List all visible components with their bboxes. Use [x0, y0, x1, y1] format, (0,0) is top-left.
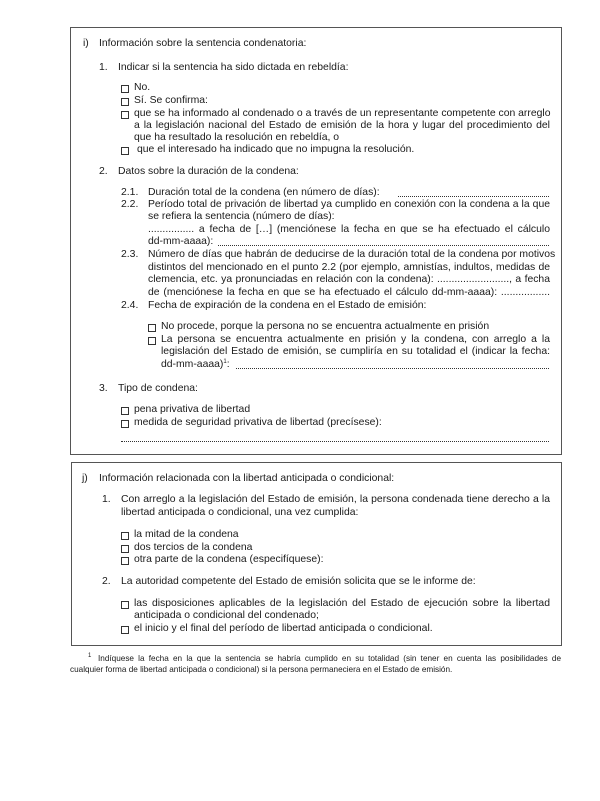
- option-informed-line2: a la legislación nacional del Estado de emisión de la hora y lugar del procedimiento del: [134, 120, 550, 131]
- checkbox-custodial[interactable]: [121, 407, 129, 415]
- checkbox-other-part[interactable]: [121, 557, 129, 565]
- j-q1-option3: otra parte de la condena (especifíquese):: [134, 554, 324, 565]
- option-informed-line1: que se ha informado al condenado o a través de un representante competente con arreglo: [134, 108, 551, 119]
- j-q1-number: 1.: [102, 494, 111, 505]
- checkbox-in-prison[interactable]: [148, 337, 156, 345]
- q3-option2: medida de seguridad privativa de libertad (precísese):: [134, 417, 382, 428]
- checkbox-si[interactable]: [121, 98, 129, 106]
- q3-option1: pena privativa de libertad: [134, 404, 251, 415]
- s22-line3: ................ a fecha de […] (menciónese la fecha en que se ha efectuado el cálculo: [148, 224, 550, 235]
- j-q1-option2: dos tercios de la condena: [134, 542, 253, 553]
- s23-line4: de (menciónese la fecha en que se ha efectuado el cálculo dd-mm-aaaa): .................: [148, 287, 550, 298]
- q3-text: Tipo de condena:: [118, 383, 198, 394]
- s21-number: 2.1.: [121, 187, 139, 198]
- s24-number: 2.4.: [121, 300, 139, 311]
- s24-text: Fecha de expiración de la condena en el Estado de emisión:: [148, 300, 427, 311]
- q3-number: 3.: [99, 383, 108, 394]
- s23-line3: clemencia, etc. ya pronunciadas en relación con la condena): ........................., a fecha: [148, 274, 550, 285]
- s22-number: 2.2.: [121, 199, 139, 210]
- option-si: Sí. Se confirma:: [134, 95, 208, 106]
- checkbox-half[interactable]: [121, 532, 129, 540]
- q1-number: 1.: [99, 62, 108, 73]
- checkbox-security-measure[interactable]: [121, 420, 129, 428]
- footnote-line2: cualquier forma de libertad anticipada o condicional) si la persona permaneciera en el Estado de emisión.: [70, 665, 453, 674]
- s21-text: Duración total de la condena (en número de días):: [148, 187, 380, 198]
- checkbox-start-end[interactable]: [121, 626, 129, 634]
- q3-specify-input-line[interactable]: [121, 441, 549, 442]
- j-q1-line1: Con arreglo a la legislación del Estado de emisión, la persona condenada tiene derecho a la: [121, 494, 550, 505]
- j-q2-option1-line1: las disposiciones aplicables de la legislación del Estado de ejecución sobre la libertad: [134, 598, 550, 609]
- j-q2-option1-line2: anticipada o condicional del condenado;: [134, 610, 319, 621]
- j-q2-text: La autoridad competente del Estado de emisión solicita que se le informe de:: [121, 576, 476, 587]
- q2-text: Datos sobre la duración de la condena:: [118, 166, 299, 177]
- j-q1-option1: la mitad de la condena: [134, 529, 239, 540]
- section-j-title: Información relacionada con la libertad anticipada o condicional:: [99, 473, 395, 484]
- s24-option2-line1: La persona se encuentra actualmente en prisión y la condena, con arreglo a la: [161, 334, 550, 345]
- q2-number: 2.: [99, 166, 108, 177]
- s24-option2-line3: dd-mm-aaaa)$^1$:: [161, 359, 230, 370]
- checkbox-two-thirds[interactable]: [121, 545, 129, 553]
- option-informed-line3: que ha resultado la resolución en rebeldía, o: [134, 132, 340, 143]
- footnote-number: 1: [88, 653, 92, 659]
- section-i-letter: i): [83, 38, 89, 49]
- s21-input-line[interactable]: [398, 196, 549, 197]
- s22-line4: dd-mm-aaaa):: [148, 236, 214, 247]
- checkbox-informed[interactable]: [121, 111, 129, 119]
- footnote-ref[interactable]: 1: [223, 359, 227, 365]
- s23-line2: distintos del mencionado en el punto 2.2 (por ejemplo, amnistías, indultos, medidas de: [148, 262, 550, 273]
- checkbox-not-contest[interactable]: [121, 147, 129, 155]
- s22-line2: se refiera la sentencia (número de días):: [148, 211, 335, 222]
- j-q2-option2: el inicio y el final del período de libertad anticipada o condicional.: [134, 623, 433, 634]
- option-not-contest: que el interesado ha indicado que no impugna la resolución.: [137, 144, 415, 155]
- q1-text: Indicar si la sentencia ha sido dictada en rebeldía:: [118, 62, 349, 73]
- s24-option2-line2: legislación del Estado de emisión, se cumpliría en su totalidad el (indicar la fecha:: [161, 346, 550, 357]
- s24-date-input-line[interactable]: [236, 368, 549, 369]
- j-q1-line2: libertad anticipada o condicional, una vez cumplida:: [121, 507, 359, 518]
- s23-line1: Número de días que habrán de deducirse de la duración total de la condena por motivos: [148, 249, 556, 260]
- section-j-letter: j): [82, 473, 88, 484]
- checkbox-no[interactable]: [121, 85, 129, 93]
- s22-date-input-line[interactable]: [218, 245, 549, 246]
- s22-line1: Período total de privación de libertad ya cumplido en conexión con la condena a la que: [148, 199, 550, 210]
- checkbox-provisions[interactable]: [121, 601, 129, 609]
- option-no: No.: [134, 82, 151, 93]
- s24-option1: No procede, porque la persona no se encuentra actualmente en prisión: [161, 321, 490, 332]
- section-i-title: Información sobre la sentencia condenatoria:: [99, 38, 307, 49]
- j-q2-number: 2.: [102, 576, 111, 587]
- s24-date-label: dd-mm-aaaa): [161, 359, 224, 370]
- s23-number: 2.3.: [121, 249, 139, 260]
- footnote-line1: Indíquese la fecha en la que la sentencia se habría cumplido en su totalidad (sin tener en cuenta las posibilidades de: [98, 654, 561, 663]
- checkbox-not-applicable[interactable]: [148, 324, 156, 332]
